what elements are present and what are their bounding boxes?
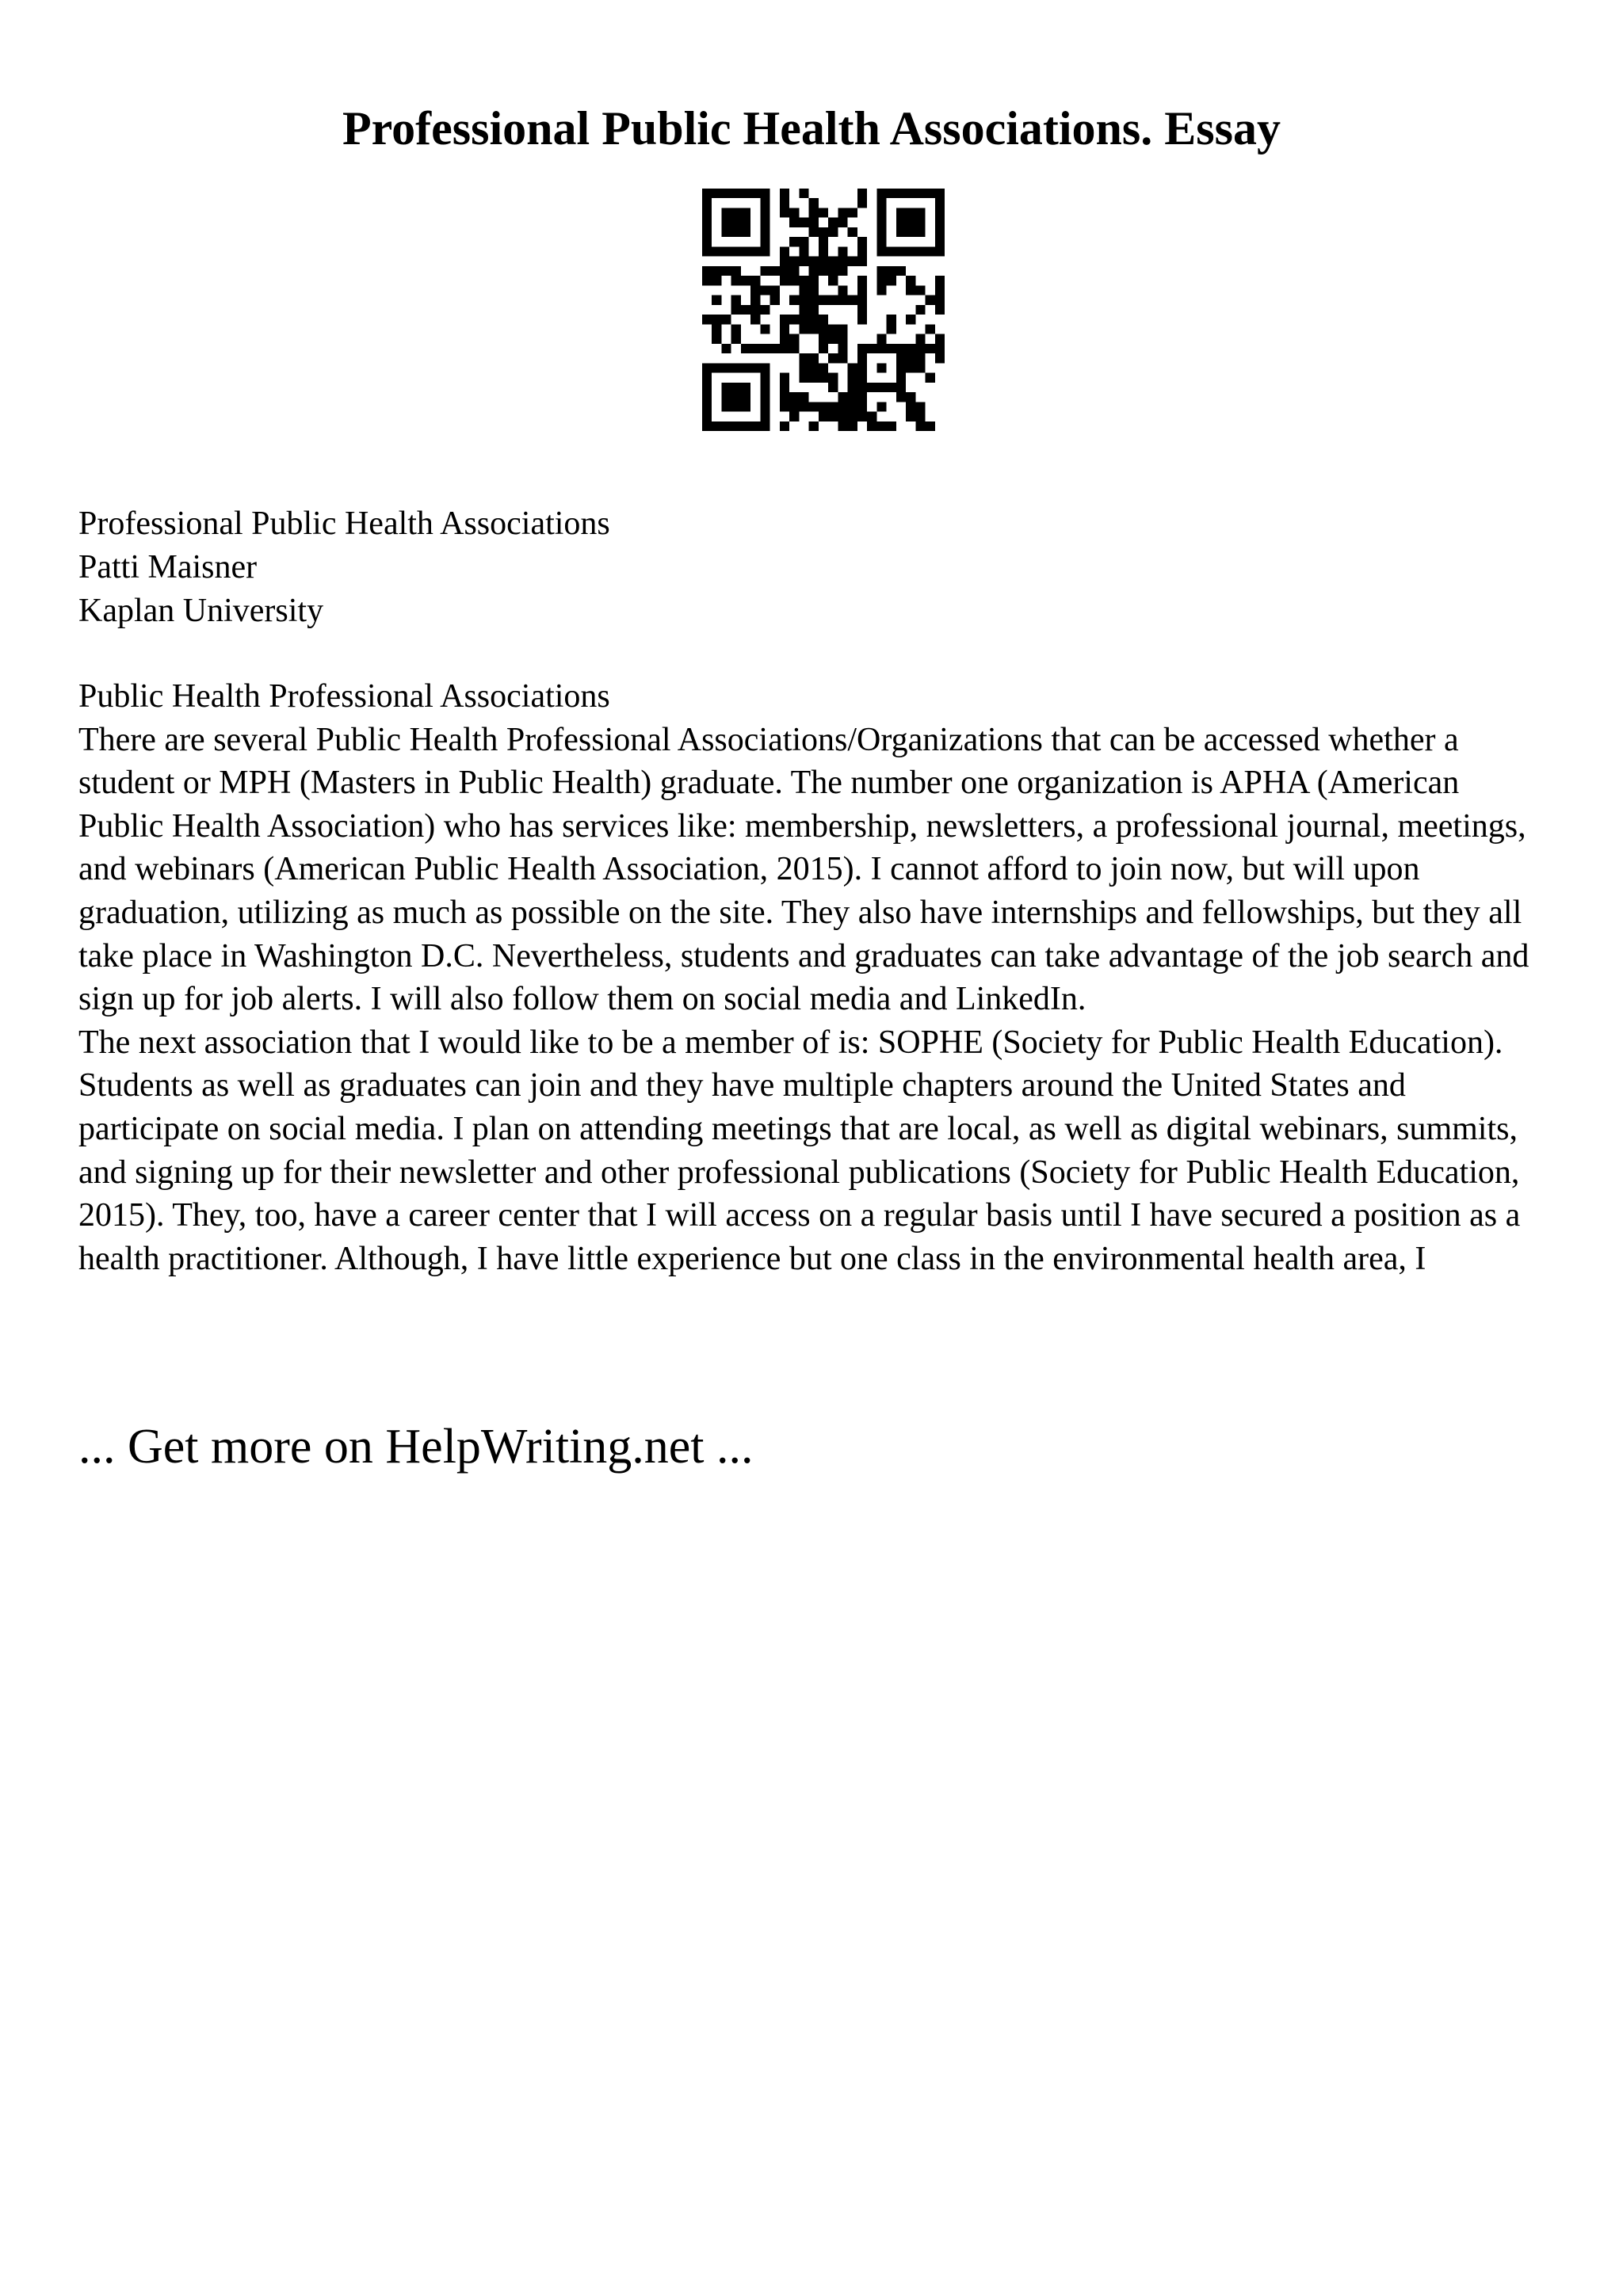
document-title: Professional Public Health Associations. Essay [342,102,1281,154]
paragraph-1: There are several Public Health Professional Associations/Organizations that can be accessed whether a student or MPH (Masters in Public Health) graduate. The number one organization is APHA (American Public Health Association) who has services like: membership, newsletters, a professional journal, meetings, and webinars (American Public Health Association, 2015). I cannot afford to join now, but will upon graduation, utilizing as much as possible on the site. They also have internships and fellowships, but they all take place in Washington D.C. Nevertheless, students and graduates can take advantage of the job search and sign up for job alerts. I will also follow them on social media and LinkedIn. [78,721,1529,1018]
qr-code-icon [702,189,945,431]
paragraph-2: The next association that I would like to be a member of is: SOPHE (Society for Public Health Education). Students as well as graduates can join and they have multiple chapters around the United States and participate on social media. I plan on attending meetings that are local, as well as digital webinars, summits, and signing up for their newsletter and other professional publications (Society for Public Health Education, 2015). They, too, have a career center that I will access on a regular basis until I have secured a position as a health practitioner. Although, I have little experience but one class in the environmental health area, I [78,1024,1521,1277]
meta-institution: Kaplan University [78,593,324,629]
get-more-link[interactable]: ... Get more on HelpWriting.net ... [78,1420,754,1474]
document-meta [78,502,1552,633]
meta-author: Patti Maisner [78,549,258,585]
section-heading: Public Health Professional Associations [78,678,610,715]
essay-body [78,675,1552,1280]
meta-title: Professional Public Health Associations [78,505,610,542]
